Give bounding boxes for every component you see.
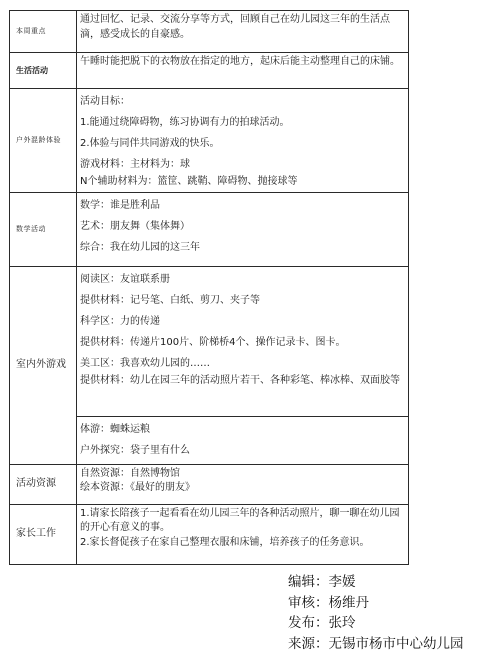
row-content-games — [77, 266, 409, 416]
content-line: 1.请家长陪孩子一起看看在幼儿园三年的各种活动照片，聊一聊在幼儿园的开心有意义的事。 — [80, 507, 400, 533]
row-content-math — [77, 192, 409, 266]
content-line: 提供材料：记号笔、白纸、剪刀、夹子等 — [80, 294, 260, 306]
content-line: 通过回忆、记录、交流分享等方式，回顾自己在幼儿园这三年的生活点滴，感受成长的自豪感。 — [80, 14, 390, 40]
content-line: N个辅助材料为：篮筐、跳鞘、障碍物、抛接球等 — [80, 176, 298, 187]
table-row — [10, 11, 409, 53]
weekly-plan-table — [9, 10, 409, 565]
article-credits — [288, 572, 464, 654]
content-line: 提供材料：传递片100片、阶梯桥4个、操作记录卡、图卡。 — [80, 336, 346, 348]
table-row — [10, 89, 409, 193]
row-content-daily-life — [77, 53, 409, 89]
row-content-weekly-focus — [77, 11, 409, 53]
content-line: 活动目标： — [80, 96, 130, 107]
table-row — [10, 266, 409, 416]
credit-publisher: 发布：张玲 — [288, 615, 356, 631]
table-row — [10, 504, 409, 564]
credit-source: 来源：无锡市杨市中心幼儿园 — [288, 635, 464, 652]
content-line: 2.体验与同伴共同游戏的快乐。 — [80, 138, 220, 149]
row-content-resources — [77, 464, 409, 504]
content-line: 1.能通过绕障碍物，练习协调有力的拍球活动。 — [80, 117, 290, 128]
row-label-parents: 家长工作 — [10, 504, 77, 564]
content-line: 体游：蜘蛛运粮 — [80, 423, 150, 435]
content-line: 游戏材料：主材料为：球 — [80, 159, 190, 170]
row-label-math: 数学活动 — [10, 192, 77, 266]
content-line: 自然资源：自然博物馆 — [80, 467, 180, 479]
content-line: 数学：谁是胜利品 — [80, 199, 160, 211]
row-label-outdoor: 户外混龄体验 — [10, 89, 77, 193]
content-line: 2.家长督促孩子在家自己整理衣服和床铺，培养孩子的任务意识。 — [80, 536, 370, 548]
content-line: 美工区：我喜欢幼儿园的…… — [80, 357, 210, 369]
content-line: 午睡时能把脱下的衣物放在指定的地方，起床后能主动整理自己的床铺。 — [80, 56, 400, 67]
row-label-daily-life: 生活活动 — [10, 53, 77, 89]
content-line: 户外探究：袋子里有什么 — [80, 444, 190, 456]
row-label-weekly-focus: 本周重点 — [10, 11, 77, 53]
content-line: 艺术：朋友舞（集体舞） — [80, 220, 190, 232]
content-line: 阅读区：友谊联系册 — [80, 273, 170, 285]
row-label-games: 室内外游戏 — [10, 266, 77, 464]
content-line: 提供材料：幼儿在园三年的活动照片若干、各种彩笔、棒冰棒、双面胶等 — [80, 374, 400, 386]
table-row — [10, 464, 409, 504]
credit-reviewer: 审核：杨维丹 — [288, 594, 369, 611]
table-row — [10, 53, 409, 89]
table-row — [10, 192, 409, 266]
row-content-games-sub — [77, 416, 409, 464]
content-line: 综合：我在幼儿园的这三年 — [80, 241, 200, 253]
content-line: 科学区：力的传递 — [80, 315, 160, 327]
row-content-parents — [77, 504, 409, 564]
credit-editor: 编辑：李媛 — [288, 574, 356, 590]
row-content-outdoor — [77, 89, 409, 193]
row-label-resources: 活动资源 — [10, 464, 77, 504]
content-line: 绘本资源：《最好的朋友》 — [80, 482, 195, 493]
